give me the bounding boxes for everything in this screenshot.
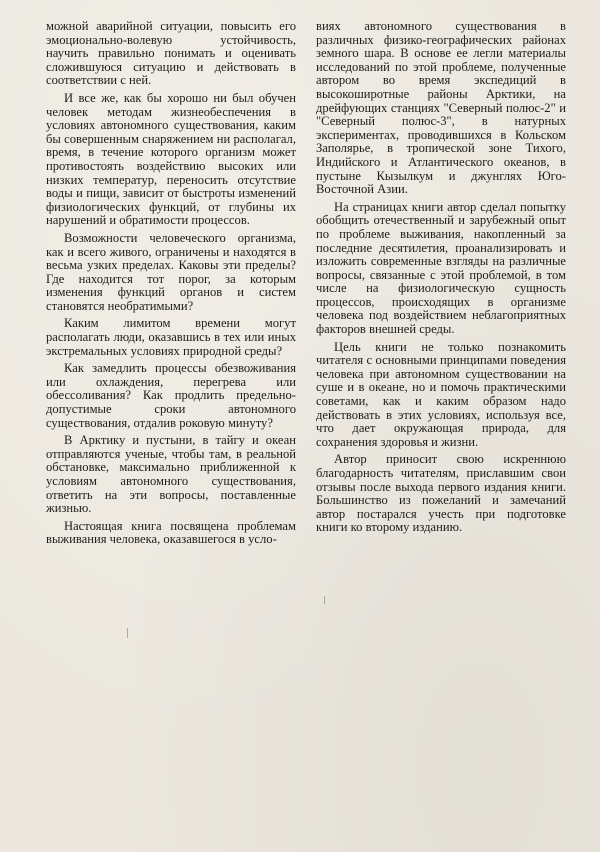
paragraph: виях автономного существования в различных физико-географических районах земного шара. В основе ее легли материалы исследований по этой проблеме, полученные автором во время экспедиций в высокоширотные районы Арктики, на дрейфующих станциях "Северный полюс-2" и "Северный полюс-3", в натурных экспериментах, проводившихся в Кольском Заполярье, в тропической зоне Тихого, Индийского и Атлантического океанов, в пустыне Кызылкум и джунглях Юго-Восточной Азии.: [316, 19, 566, 197]
paragraph: На страницах книги автор сделал попытку обобщить отечественный и зарубежный опыт по проблеме выживания, накопленный за последние десятилетия, проанализировать и изложить современные взгляды на различные вопросы, связанные с этой проблемой, в том числе на физиологическую сущность процессов, происходящих в организме человека под воздействием неблагоприятных факторов внешней среды.: [316, 199, 566, 337]
left-text-column: [46, 20, 296, 547]
scan-artifact: [324, 596, 325, 604]
paragraph: Цель книги не только познакомить читателя с основными принципами поведения человека при автономном существовании на суше и в океане, но и помочь практическими советами, как и каким образом надо действовать в этих условиях, используя все, что дает окружающая природа, для сохранения здоровья и жизни.: [316, 339, 566, 449]
paragraph: Автор приносит свою искреннюю благодарность читателям, приславшим свои отзывы после выхода первого издания книги. Большинство из пожеланий и замечаний автор постарался учесть при подготовке книги ко второму изданию.: [316, 452, 566, 535]
paragraph: Возможности человеческого организма, как и всего живого, ограничены и находятся в весьма узких пределах. Каковы эти пределы? Где находится тот порог, за которым изменения функций органов и систем становятся необратимыми?: [46, 230, 296, 313]
paragraph: В Арктику и пустыни, в тайгу и океан отправляются ученые, чтобы там, в реальной обстановке, максимально приближенной к условиям автономного существования, ответить на эти вопросы, поставленные жизнью.: [46, 433, 296, 516]
paragraph: Каким лимитом времени могут располагать люди, оказавшись в тех или иных экстремальных условиях природной среды?: [46, 316, 296, 358]
paragraph: можной аварийной ситуации, повысить его эмоционально-волевую устойчивость, научить правильно понимать и оценивать сложившуюся ситуацию и действовать в соответствии с ней.: [46, 19, 296, 88]
scan-artifact: [127, 628, 128, 638]
right-text-column: [316, 20, 566, 535]
paragraph: Как замедлить процессы обезвоживания или охлаждения, перегрева или обессоливания? Как продлить предельно-допустимые сроки автономного существования, отдалив роковую минуту?: [46, 361, 296, 430]
paragraph: Настоящая книга посвящена проблемам выживания человека, оказавшегося в усло-: [46, 518, 296, 547]
paragraph: И все же, как бы хорошо ни был обучен человек методам жизнеобеспечения в условиях автономного существования, каким бы совершенным снаряжением ни располагал, время, в течение которого организм может противостоять воздействию высоких или низких температур, переносить отсутствие воды и пищи, зависит от быстроты изменений физиологических функций, от глубины их нарушений и обратимости процессов.: [46, 90, 296, 228]
